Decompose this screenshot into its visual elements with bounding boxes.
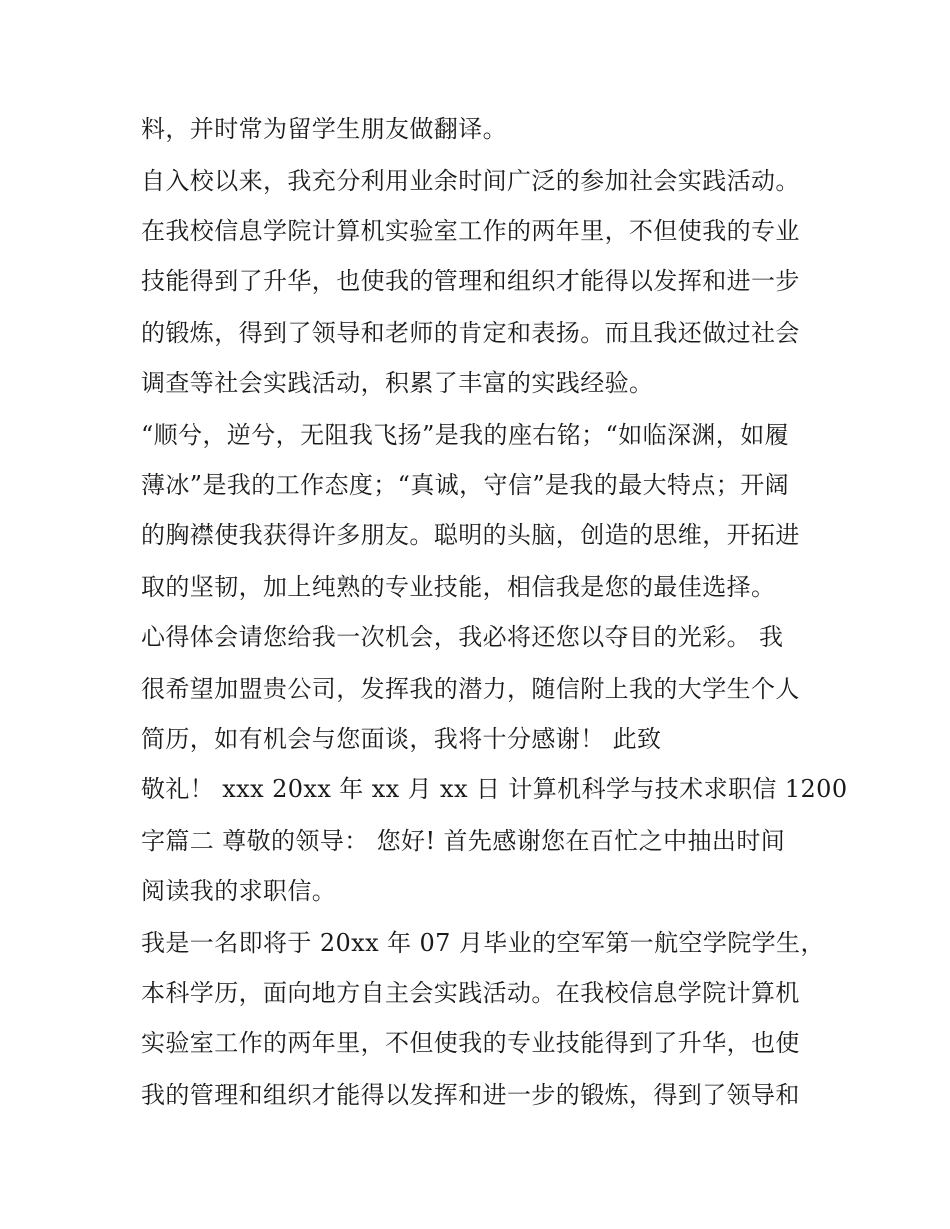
text-line: “顺兮，逆兮，无阻我飞扬”是我的座右铭；“如临深渊，如履 — [141, 421, 790, 449]
text-line: 的锻炼，得到了领导和老师的肯定和表扬。而且我还做过社会 — [141, 319, 800, 347]
text-line: 取的坚韧，加上纯熟的专业技能，相信我是您的最佳选择。 — [141, 573, 776, 601]
text-line: 我的管理和组织才能得以发挥和进一步的锻炼，得到了领导和 — [141, 1081, 800, 1109]
text-line: 技能得到了升华，也使我的管理和组织才能得以发挥和进一步 — [141, 267, 800, 295]
text-line: 我是一名即将于 20xx 年 07 月毕业的空军第一航空学院学生， — [141, 929, 825, 957]
text-line: 敬礼！ xxx 20xx 年 xx 月 xx 日 计算机科学与技术求职信 1200 — [141, 775, 848, 803]
text-line: 调查等社会实践活动，积累了丰富的实践经验。 — [141, 369, 654, 397]
text-line: 简历，如有机会与您面谈，我将十分感谢！ 此致 — [141, 725, 662, 753]
text-line: 心得体会请您给我一次机会，我必将还您以夺目的光彩。 我 — [141, 623, 784, 651]
text-line: 自入校以来，我充分利用业余时间广泛的参加社会实践活动。 — [141, 167, 800, 195]
text-line: 料，并时常为留学生朋友做翻译。 — [141, 115, 507, 143]
text-line: 实验室工作的两年里，不但使我的专业技能得到了升华，也使 — [141, 1029, 800, 1057]
text-line: 阅读我的求职信。 — [141, 877, 337, 905]
text-line: 字篇二 尊敬的领导： 您好! 首先感谢您在百忙之中抽出时间 — [141, 827, 786, 855]
text-line: 本科学历，面向地方自主会实践活动。在我校信息学院计算机 — [141, 979, 800, 1007]
text-line: 很希望加盟贵公司，发挥我的潜力，随信附上我的大学生个人 — [141, 675, 800, 703]
text-line: 在我校信息学院计算机实验室工作的两年里，不但使我的专业 — [141, 217, 800, 245]
text-line: 的胸襟使我获得许多朋友。聪明的头脑，创造的思维，开拓进 — [141, 521, 800, 549]
text-line: 薄冰”是我的工作态度；“真诚，守信”是我的最大特点；开阔 — [141, 471, 790, 499]
